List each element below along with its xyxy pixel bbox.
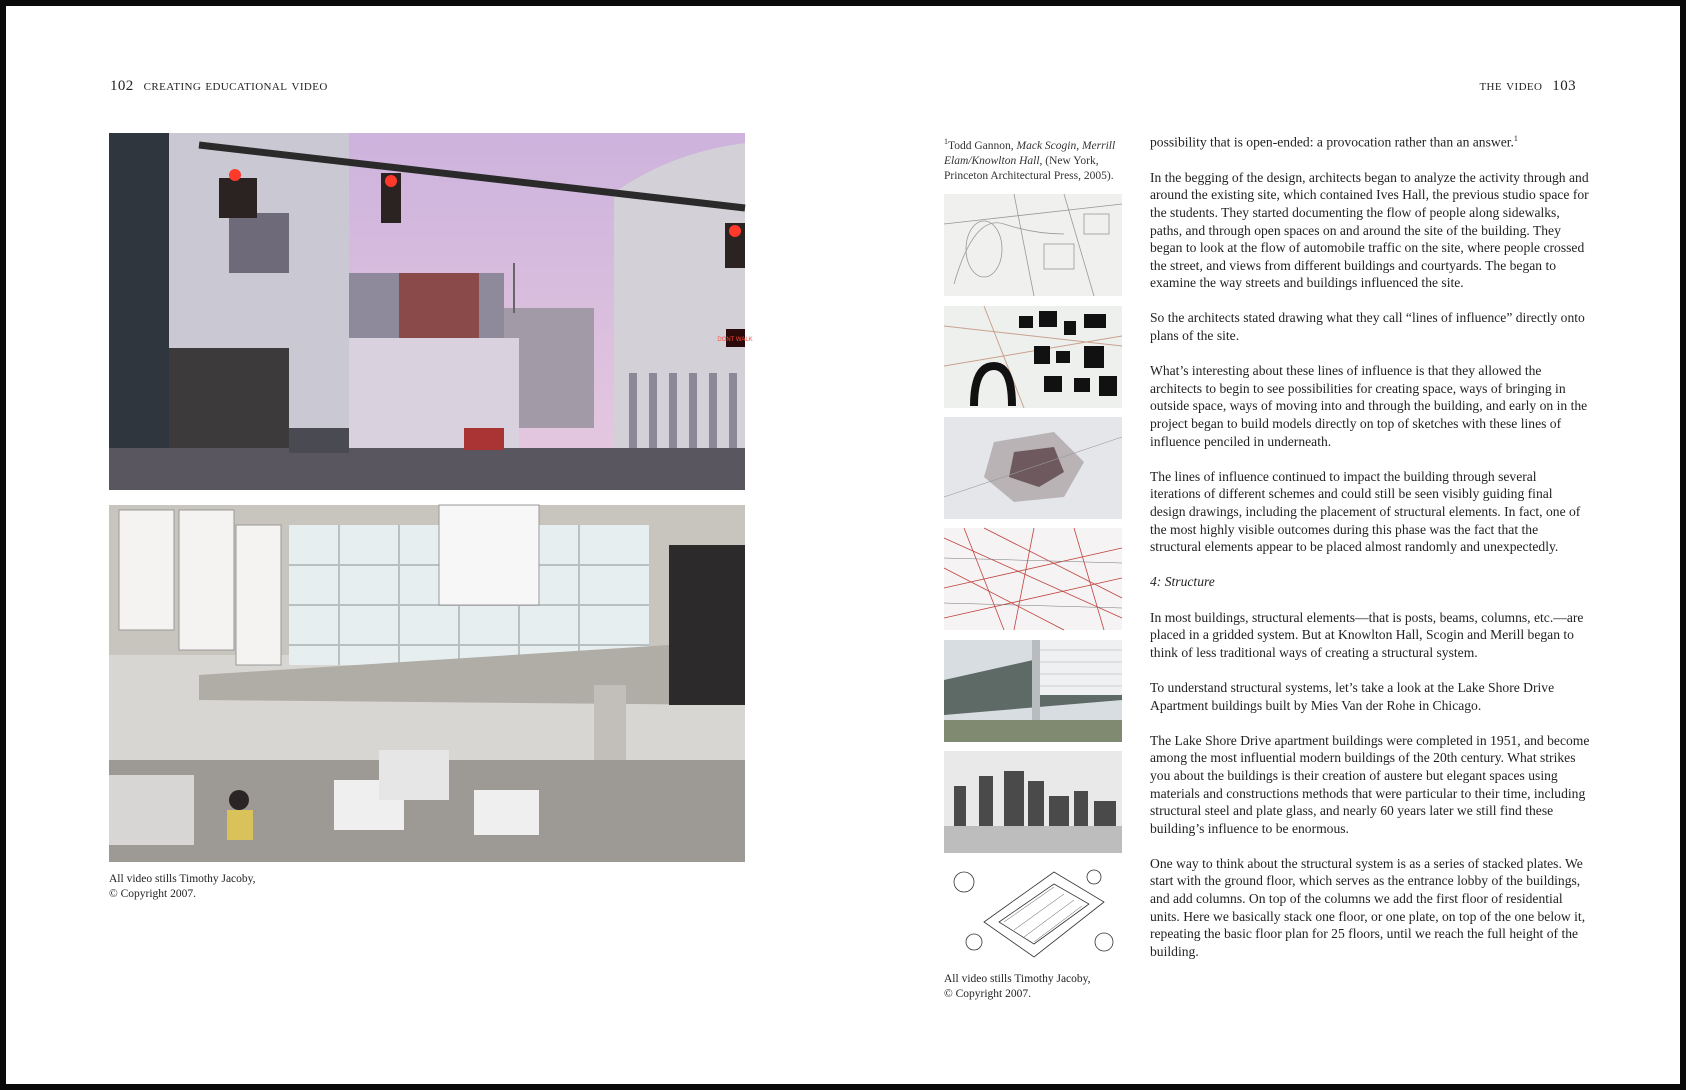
right-page-number: 103 bbox=[1552, 78, 1576, 94]
street-scene-photo bbox=[109, 133, 753, 490]
footnote bbox=[944, 134, 1126, 184]
lines-of-influence-plan-thumbnail bbox=[944, 306, 1122, 408]
model-on-sketch-thumbnail bbox=[944, 417, 1122, 519]
paragraph-1-text: possibility that is open-ended: a provocation rather than an answer. bbox=[1150, 134, 1514, 150]
paragraph-3: So the architects stated drawing what they call “lines of influence” directly onto plans of the site. bbox=[1150, 310, 1585, 344]
lake-shore-drive-photo-thumbnail bbox=[944, 751, 1122, 853]
left-caption-line-2: © Copyright 2007. bbox=[109, 888, 197, 900]
section-subheading: 4: Structure bbox=[1150, 574, 1215, 590]
paragraph-5: The lines of influence continued to impact the building through several iterations of different schemes and could still be seen visibly guiding final design drawings, including the placement of structural elements. In fact, one of the most highly visible outcomes during this phase was the fact that the structural elements appear to be placed almost randomly and unexpectedly. bbox=[1150, 468, 1581, 555]
footnote-publication: , (New York, Princeton Architectural Press, 2005). bbox=[944, 154, 1114, 182]
floor-plan-drawing-thumbnail bbox=[944, 862, 1122, 964]
paragraph-7: To understand structural systems, let’s take a look at the Lake Shore Drive Apartment buildings built by Mies Van der Rohe in Chicago. bbox=[1150, 679, 1555, 713]
left-caption-line-1: All video stills Timothy Jacoby, bbox=[109, 873, 256, 885]
paragraph-6: In most buildings, structural elements—that is posts, beams, columns, etc.—are placed in a gridded system. But at Knowlton Hall, Scogin and Merill began to think of less traditional ways of creating a structural system. bbox=[1150, 609, 1584, 660]
footnote-author: Todd Gannon, bbox=[948, 139, 1017, 152]
paragraph-9: One way to think about the structural system is as a series of stacked plates. We start with the ground floor, which serves as the entrance lobby of the buildings, and add columns. On top of the columns we add the first floor of residential units. Here we basically stack one floor, or one plate, on top of the one below it, repeating the basic floor plan for 25 floors, until we reach the full height of the building. bbox=[1150, 855, 1586, 959]
body-text-column bbox=[1150, 130, 1590, 978]
paragraph-8: The Lake Shore Drive apartment buildings were completed in 1951, and become among the most influential modern buildings of the 20th century. What strikes you about the buildings is their creation of austere but elegant spaces using materials and constructions methods that were particular to their time, including structural steel and plate glass, and nearly 60 years later we still find these building’s influence to be enormous. bbox=[1150, 732, 1590, 836]
right-photo-credit bbox=[944, 972, 1124, 1002]
paragraph-4: What’s interesting about these lines of influence is that they allowed the architects to begin to see possibilities for creating space, ways of bringing in outside space, ways of moving into and through the building, and early on in the project began to build models directly on top of sketches with these lines of influence penciled in underneath. bbox=[1150, 363, 1588, 449]
paragraph-2: In the begging of the design, architects began to analyze the activity through and around the existing site, which contained Ives Hall, the previous studio space for the students. They started documenting the flow of people along sidewalks, paths, and through open spaces on and around the site of the building. They began to look at the flow of automobile traffic on the site, where people crossed the street, and views from different buildings and courtyards. The began to examine the way streets and buildings influenced the site. bbox=[1150, 169, 1589, 291]
red-lines-drawing-thumbnail bbox=[944, 528, 1122, 630]
footnote-book-title: Mack Scogin, Merrill Elam/Knowlton Hall bbox=[944, 139, 1116, 167]
paragraph-1-footnote-marker: 1 bbox=[1513, 134, 1518, 143]
right-caption-line-2: © Copyright 2007. bbox=[944, 988, 1032, 1000]
dont-walk-sign: DONT WALK bbox=[717, 337, 753, 343]
right-running-head bbox=[1473, 78, 1576, 95]
interior-photo bbox=[109, 505, 745, 862]
right-running-title: the video bbox=[1479, 78, 1543, 94]
book-spread bbox=[6, 6, 1680, 1084]
site-plan-sketch-thumbnail bbox=[944, 194, 1122, 296]
building-underside-thumbnail bbox=[944, 640, 1122, 742]
left-page-number: 102 bbox=[110, 78, 134, 94]
footnote-marker: 1 bbox=[944, 137, 948, 146]
paragraph-1 bbox=[1150, 130, 1590, 151]
right-caption-line-1: All video stills Timothy Jacoby, bbox=[944, 973, 1091, 985]
left-photo-credit bbox=[109, 872, 369, 902]
left-running-head bbox=[110, 78, 334, 95]
left-running-title: creating educational video bbox=[143, 78, 328, 94]
